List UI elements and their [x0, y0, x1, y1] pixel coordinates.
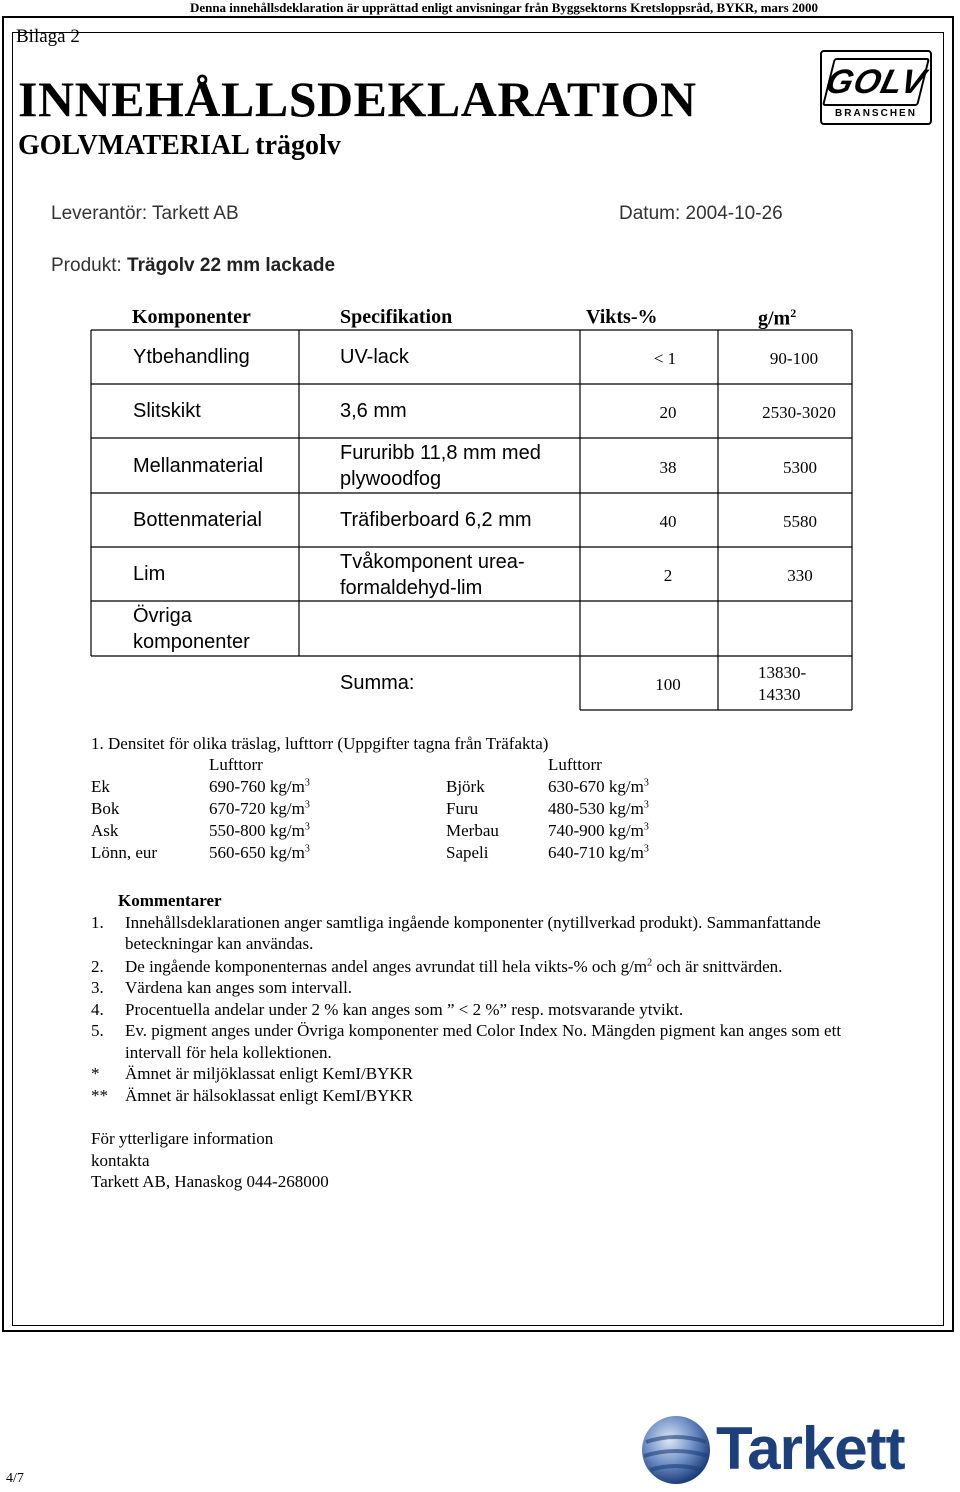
table-row-spec: 3,6 mm — [340, 400, 407, 422]
table-row-weight: 20 — [659, 403, 677, 422]
density-species: Ek — [91, 777, 110, 796]
comment-mark: 3. — [91, 978, 104, 997]
table-row-gm: 90-100 — [769, 349, 819, 368]
col-header-component: Komponenter — [132, 306, 251, 328]
table-row-component: Bottenmaterial — [133, 509, 262, 531]
comment-mark: 1. — [91, 913, 104, 932]
density-value: 640-710 $kg/m^3$ — [548, 843, 649, 862]
density-species: Bok — [91, 799, 120, 818]
page-number: 4/7 — [6, 1471, 24, 1486]
table-row-gm: 2530-3020 — [762, 403, 836, 422]
comment-text-line1: Ev. pigment anges under Övriga komponenter med Color Index No. Mängden pigment kan anges som ett — [125, 1021, 842, 1040]
table-row-weight: 38 — [659, 458, 677, 477]
tarkett-wordmark: Tarkett — [716, 1415, 905, 1482]
table-row-component: Ytbehandling — [133, 346, 250, 368]
comment-mark: * — [91, 1064, 100, 1083]
golv-logo-word: GOLV — [822, 62, 931, 101]
product-name: Trägolv 22 mm lackade — [127, 255, 336, 276]
table-row-spec-line2: plywoodfog — [340, 468, 442, 490]
comment-text-line2: beteckningar kan användas. — [125, 934, 314, 953]
table-row-spec: UV-lack — [340, 346, 409, 368]
density-value: 550-800 $kg/m^3$ — [209, 821, 310, 840]
header-note: Denna innehållsdeklaration är upprättad enligt anvisningar från Byggsektorns Kretsloppsråd, BYKR, mars 2000 — [189, 0, 818, 15]
table-row-weight: < 1 — [653, 349, 677, 368]
col-header-spec: Specifikation — [340, 306, 453, 328]
table-row-spec-line2: formaldehyd-lim — [340, 577, 483, 599]
date-label: Datum: 2004-10-26 — [619, 203, 783, 224]
density-value: 560-650 $kg/m^3$ — [209, 843, 310, 862]
density-value: 480-530 $kg/m^3$ — [548, 799, 649, 818]
info-line1: För ytterligare information — [91, 1129, 274, 1148]
density-species: Sapeli — [446, 843, 489, 862]
sum-gm-line2: 14330 — [758, 685, 801, 704]
density-species: Björk — [446, 777, 485, 796]
table-row-component: Lim — [133, 563, 166, 585]
page-title: INNEHÅLLSDEKLARATION — [18, 71, 697, 127]
golv-logo-sub: BRANSCHEN — [835, 108, 917, 119]
density-value: 630-670 $kg/m^3$ — [548, 777, 649, 796]
table-row-spec-line1: Tvåkomponent urea- — [340, 551, 525, 573]
col-header-weight: Vikts-% — [586, 306, 658, 328]
table-row-component-line2: komponenter — [133, 631, 250, 653]
density-value: 740-900 $kg/m^3$ — [548, 821, 649, 840]
table-row-component-line1: Övriga — [133, 605, 192, 627]
page-subtitle: GOLVMATERIAL trägolv — [18, 130, 341, 161]
density-species: Ask — [91, 821, 119, 840]
density-heading: 1. Densitet för olika träslag, lufttorr (Uppgifter tagna från Träfakta) — [91, 734, 549, 753]
comment-text-line1: Innehållsdeklarationen anger samtliga ingående komponenter (nytillverkad produkt). Sammanfattande — [125, 913, 821, 932]
table-row-gm: 5580 — [783, 512, 817, 531]
table-row-gm: 5300 — [783, 458, 817, 477]
appendix-label: Bilaga 2 — [16, 26, 80, 47]
col-header-gm: $g/m^2$ — [758, 306, 797, 330]
density-species: Merbau — [446, 821, 499, 840]
table-row-weight: 2 — [663, 566, 673, 585]
density-value: 670-720 $kg/m^3$ — [209, 799, 310, 818]
supplier-label: Leverantör: Tarkett AB — [51, 203, 239, 224]
info-contact: Tarkett AB, Hanaskog 044-268000 — [91, 1172, 329, 1191]
product-prefix: Produkt: — [51, 255, 128, 276]
comment-mark: ** — [91, 1086, 108, 1105]
comment-text: Ämnet är hälsoklassat enligt KemI/BYKR — [125, 1086, 414, 1105]
table-row-component: Mellanmaterial — [133, 455, 264, 477]
density-species: Furu — [446, 799, 479, 818]
sum-weight: 100 — [655, 675, 681, 694]
density-col-head-left: Lufttorr — [209, 755, 263, 774]
table-row-weight: 40 — [659, 512, 677, 531]
comment-text: Värdena kan anges som intervall. — [125, 978, 353, 997]
table-row-component: Slitskikt — [133, 400, 201, 422]
sum-gm-line1: 13830- — [758, 663, 807, 682]
sum-label: Summa: — [340, 672, 415, 694]
comment-text: De ingående komponenternas andel anges avrundat till hela vikts-% och $g/m^2$ och är snittvärden. — [125, 957, 783, 976]
density-value: 690-760 $kg/m^3$ — [209, 777, 310, 796]
comment-text-line2: intervall för hela kollektionen. — [125, 1043, 332, 1062]
tarkett-logo — [640, 1412, 960, 1487]
table-row-gm: 330 — [787, 566, 813, 585]
info-line2: kontakta — [91, 1151, 150, 1170]
comment-text: Ämnet är miljöklassat enligt KemI/BYKR — [125, 1064, 414, 1083]
density-col-head-right: Lufttorr — [548, 755, 602, 774]
table-row-spec-line1: Fururibb 11,8 mm med — [340, 442, 541, 464]
table-row-spec: Träfiberboard 6,2 mm — [340, 509, 532, 531]
comment-mark: 4. — [91, 1000, 104, 1019]
comment-mark: 5. — [91, 1021, 104, 1040]
comments-heading: Kommentarer — [118, 891, 222, 910]
comment-text: Procentuella andelar under 2 % kan anges som ” < 2 %” resp. motsvarande ytvikt. — [125, 1000, 684, 1019]
density-species: Lönn, eur — [91, 843, 158, 862]
comment-mark: 2. — [91, 957, 104, 976]
